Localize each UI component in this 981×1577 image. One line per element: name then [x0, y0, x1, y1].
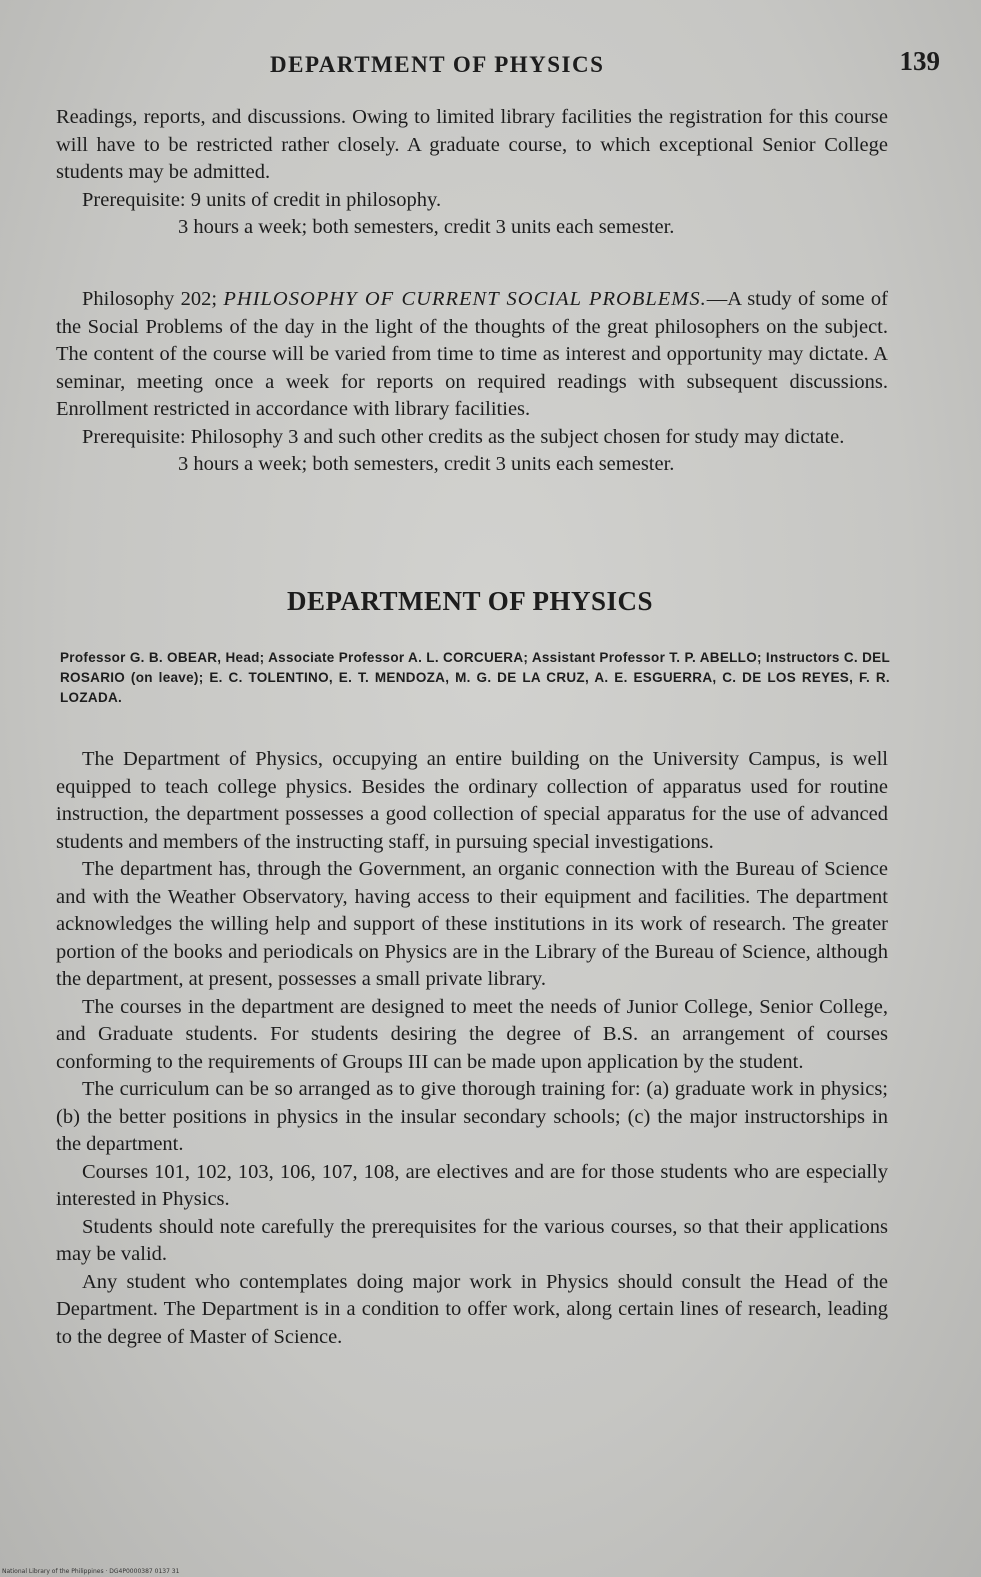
- continuation-credit: 3 hours a week; both semesters, credit 3 units each semester.: [178, 216, 675, 238]
- running-title: DEPARTMENT OF PHYSICS: [270, 52, 605, 77]
- course-202-prerequisite: Prerequisite: Philosophy 3 and such other credits as the subject chosen for study may dictate.: [82, 425, 845, 448]
- section-heading: DEPARTMENT OF PHYSICS: [286, 586, 654, 616]
- physics-paragraph-3: The courses in the department are designed to meet the needs of Junior College, Senior College, and Graduate students. For students desiring the degree of B.S. an arrangement of courses conforming to the requirements of Groups III can be made upon application by the student.: [56, 995, 888, 1073]
- course-202-description: —A study of some of the Social Problems of the day in the light of the thoughts of the great philosophers on the subject. The content of the course will be varied from time to time as interest and opportunity may dictate. A seminar, meeting once a week for reports on required readings with subsequent discussions. Enrollment restricted in accordance with library facilities.: [56, 288, 889, 420]
- faculty-list: Professor G. B. OBEAR, Head; Associate Professor A. L. CORCUERA; Assistant Professor T. P. ABELLO; Instructors C. DEL ROSARIO (on leave); E. C. TOLENTINO, E. T. MENDOZA, M. G. DE LA CRUZ, A. E. ESGUERRA, C. DE LOS REYES, F. R. LOZADA.: [60, 650, 890, 705]
- running-head: [60, 46, 940, 82]
- physics-description: [56, 746, 888, 1351]
- physics-paragraph-5: Courses 101, 102, 103, 106, 107, 108, are electives and are for those students who are especially interested in Physics.: [56, 1160, 888, 1210]
- physics-paragraph-1: The Department of Physics, occupying an entire building on the University Campus, is well equipped to teach college physics. Besides the ordinary collection of apparatus used for routine instruction, the department possesses a good collection of special apparatus for the use of advanced students and members of the instructing staff, in pursuing special investigations.: [56, 748, 888, 853]
- course-202-block: [56, 286, 888, 479]
- physics-paragraph-6: Students should note carefully the prerequisites for the various courses, so that their applications may be valid.: [56, 1215, 888, 1265]
- course-202-title: PHILOSOPHY OF CURRENT SOCIAL PROBLEMS.: [223, 288, 707, 310]
- archive-source-note: National Library of the Philippines · DG4P0000387 0137 31: [2, 1568, 180, 1575]
- continuation-block: [56, 104, 888, 242]
- physics-paragraph-4: The curriculum can be so arranged as to give thorough training for: (a) graduate work in physics; (b) the better positions in physics in the insular secondary schools; (c) the major instructorships in the department.: [56, 1078, 888, 1155]
- course-202-number: Philosophy 202;: [82, 288, 218, 310]
- physics-paragraph-7: Any student who contemplates doing major work in Physics should consult the Head of the Department. The Department is in a condition to offer work, along certain lines of research, leading to the degree of Master of Science.: [56, 1270, 888, 1348]
- course-202-entry: [56, 286, 888, 424]
- page-number: 139: [899, 46, 940, 76]
- course-202-credit: 3 hours a week; both semesters, credit 3 units each semester.: [178, 453, 675, 475]
- continuation-prerequisite: Prerequisite: 9 units of credit in philosophy.: [82, 188, 442, 211]
- physics-paragraph-2: The department has, through the Government, an organic connection with the Bureau of Science and with the Weather Observatory, having access to their equipment and facilities. The department acknowledges the willing help and support of these institutions in its work of research. The greater portion of the books and periodicals on Physics are in the Library of the Bureau of Science, although the department, at present, possesses a small private library.: [56, 858, 888, 990]
- continuation-paragraph: Readings, reports, and discussions. Owing to limited library facilities the registration for this course will have to be restricted rather closely. A graduate course, to which exceptional Senior College students may be admitted.: [56, 106, 888, 183]
